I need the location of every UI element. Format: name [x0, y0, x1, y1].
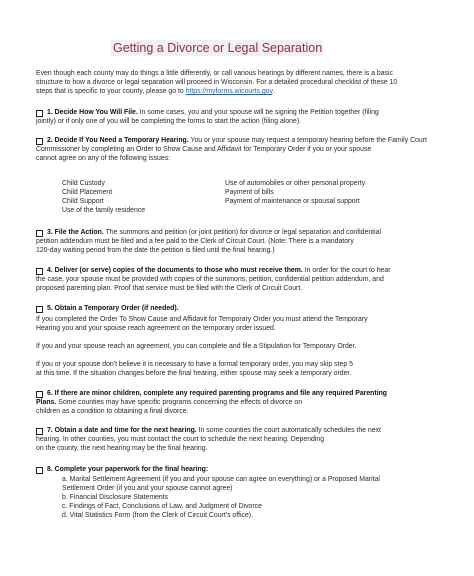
step3-checkbox[interactable]	[36, 230, 43, 237]
step6-heading-2: Plans.	[36, 399, 57, 406]
step5-line-7: at this time. If the situation changes before the final hearing, either spouse may seek a temporary order.	[36, 370, 352, 377]
step6-line-3: children as a condition to obtaining a final divorce.	[36, 408, 189, 415]
issue-child-support: Child Support	[62, 198, 104, 205]
intro-line-1: Even though each county may do things a little differently, or call various hearings by different names, there is a basic	[36, 70, 393, 77]
step5-line-6: If you or your spouse don't believe it is necessary to have a formal temporary order, you may skip step 5	[36, 361, 353, 368]
step5-heading-text: 5. Obtain a Temporary Order (if needed).	[47, 305, 179, 312]
step8-heading-text: 8. Complete your paperwork for the final hearing:	[47, 466, 209, 473]
step3-line-2: petition addendum must be filed and a fee paid to the Clerk of Circuit Court. (Note: There is a mandatory	[36, 238, 354, 245]
intro-end: .	[272, 88, 275, 95]
step8-heading	[47, 466, 208, 475]
issue-family-residence: Use of the family residence	[62, 207, 146, 214]
step2-line-2: Commissioner by completing an Order to Show Cause and Affidavit for Temporary Order if you or your spouse	[36, 146, 372, 153]
step7-line-2: hearing. In other counties, you must contact the court to schedule the next hearing. Depending	[36, 436, 325, 443]
intro-text: steps that is specific to your county, please go to	[36, 88, 186, 95]
step1-line-1	[47, 109, 379, 118]
step1-checkbox[interactable]	[36, 110, 43, 117]
step6-text: Some counties may have specific programs concerning the effects of divorce on	[56, 399, 303, 406]
step3-text: The summons and petition (or joint petition) for divorce or legal separation and confidential	[103, 229, 381, 236]
step5-line-4: If you and your spouse reach an agreement, you can complete and file a Stipulation for Temporary Order.	[36, 343, 357, 350]
step6-heading: 6. If there are minor children, complete any required parenting programs and file any required Parenting	[47, 390, 388, 397]
issue-bills: Payment of bills	[225, 189, 274, 196]
issue-child-placement: Child Placement	[62, 189, 113, 196]
step7-text: In some counties the court automatically schedules the next	[196, 427, 381, 434]
step4-line-1	[47, 267, 391, 276]
step4-line-3: proposed parenting plan. Proof that service must be filed with the Clerk of Circuit Court.	[36, 285, 303, 292]
step8-sub-d: d. Vital Statistics Form (from the Clerk of Circuit Court's office).	[62, 512, 253, 519]
step6-line-2	[36, 399, 302, 408]
step6-checkbox[interactable]	[36, 391, 43, 398]
step8-sub-c: c. Findings of Fact, Conclusions of Law, and Judgment of Divorce	[62, 503, 262, 510]
myforms-link[interactable]: https://myforms.wicourts.gov	[185, 88, 273, 95]
issue-maintenance: Payment of maintenance or spousal support	[225, 198, 360, 205]
step7-line-3: on the county, the next hearing may be the final hearing.	[36, 445, 208, 452]
step4-line-2: the case, your spouse must be provided with copies of the summons, petition, confidential petition addendum, and	[36, 276, 384, 283]
step6-line-1	[47, 390, 387, 399]
step7-line-1	[47, 427, 381, 436]
issue-automobiles: Use of automobiles or other personal property	[225, 180, 366, 187]
step2-checkbox[interactable]	[36, 138, 43, 145]
step8-sub-b: b. Financial Disclosure Statements	[62, 494, 169, 501]
step8-checkbox[interactable]	[36, 467, 43, 474]
issue-child-custody: Child Custody	[62, 180, 105, 187]
step3-line-1	[47, 229, 381, 238]
step7-checkbox[interactable]	[36, 428, 43, 435]
step4-text: In order for the court to hear	[302, 267, 391, 274]
step5-line-2: Hearing you and your spouse reach agreement on the temporary order issued.	[36, 325, 276, 332]
step2-line-3: cannot agree on any of the following issues:	[36, 155, 171, 162]
intro-line-3	[36, 88, 274, 97]
intro-line-2: structure to how a divorce or legal separation will proceed in Wisconsin. For a detailed procedural checklist of these 10	[36, 79, 398, 86]
step4-checkbox[interactable]	[36, 268, 43, 275]
document-title: Getting a Divorce or Legal Separation	[113, 41, 323, 55]
step2-heading: 2. Decide If You Need a Temporary Hearing.	[47, 137, 189, 144]
step2-text: You or your spouse may request a temporary hearing before the Family Court	[188, 137, 427, 144]
step8-sub-a-cont: Settlement Order (if you and your spouse cannot agree)	[62, 485, 233, 492]
step2-line-1	[47, 137, 427, 146]
step1-text: In some cases, you and your spouse will be signing the Petition together (filing	[137, 109, 379, 116]
step7-heading: 7. Obtain a date and time for the next hearing.	[47, 427, 197, 434]
step4-heading: 4. Deliver (or serve) copies of the documents to those who must receive them.	[47, 267, 303, 274]
step5-line-1: If you completed the Order To Show Cause and Affidavit for Temporary Order you must attend the Temporary	[36, 316, 368, 323]
step5-checkbox[interactable]	[36, 306, 43, 313]
step1-line-2: jointly) or if only one of you will be completing the forms to start the action (filing alone).	[36, 118, 302, 125]
step8-sub-a: a. Marital Settlement Agreement (if you and your spouse can agree on everything) or a Proposed Marital	[62, 476, 380, 483]
step1-heading: 1. Decide How You Will File.	[47, 109, 138, 116]
step5-heading	[47, 305, 179, 314]
step3-line-3: 120-day waiting period from the date the petition is filed until the final hearing.)	[36, 247, 275, 254]
step3-heading: 3. File the Action.	[47, 229, 104, 236]
